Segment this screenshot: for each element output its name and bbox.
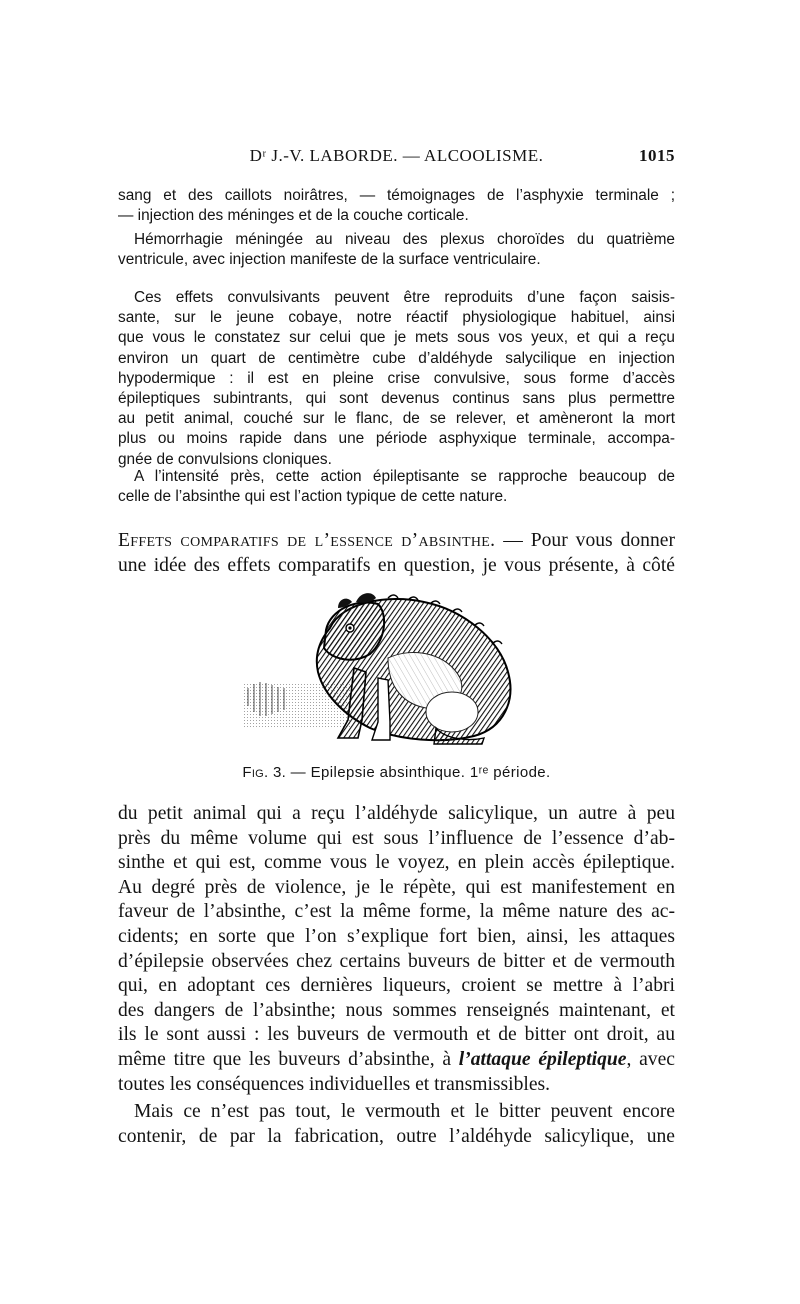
text-line: une idée des effets comparatifs en question, je vous présente, à côté: [118, 554, 675, 576]
running-title: Dʳ J.-V. LABORDE. — ALCOOLISME.: [249, 146, 544, 165]
text-line: contenir, de par la fabrication, outre l’aldéhyde salicylique, une: [118, 1125, 675, 1147]
text-line: gnée de convulsions cloniques.: [118, 450, 332, 468]
section-paragraph: [118, 529, 675, 578]
text-line: [118, 1048, 675, 1073]
text-line: environ un quart de centimètre cube d’aldéhyde salycilique en injection: [118, 349, 675, 367]
guinea-pig-illustration: [238, 588, 528, 748]
text-line: faveur de l’absinthe, c’est la même forme, la même nature des ac-: [118, 901, 675, 923]
text-run: , avec: [626, 1048, 675, 1070]
text-line: celle de l’absinthe qui est l’action typique de cette nature.: [118, 488, 508, 506]
text-run: même titre que les buveurs d’absinthe, à: [118, 1048, 459, 1070]
text-line: Mais ce n’est pas tout, le vermouth et le bitter peuvent encore: [134, 1101, 675, 1122]
paragraph-intensity: [118, 467, 675, 507]
figure-caption: [118, 764, 675, 781]
text-line: d’épilepsie observées chez certains buveurs de bitter et de vermouth: [118, 950, 675, 972]
text-line: sinthe et qui est, comme vous le voyez, en plein accès épileptique.: [118, 852, 675, 874]
emphasized-phrase: l’attaque épileptique: [458, 1048, 627, 1070]
text-line: près du même volume qui est sous l’influence de l’essence d’ab-: [118, 827, 675, 849]
text-line: — injection des méninges et de la couche corticale.: [118, 207, 469, 225]
paragraph-hemorrhage: [118, 230, 675, 270]
paragraph-convulsive-effects: [118, 288, 675, 470]
running-header: [118, 146, 675, 170]
figure-label: Fig. 3.: [242, 764, 287, 781]
text-line: Ces effets convulsivants peuvent être reproduits d’une façon saisis-: [134, 289, 675, 306]
text-line: plus ou moins rapide dans une période asphyxique terminale, accompa-: [118, 430, 675, 448]
text-line: Hémorrhagie méningée au niveau des plexus choroïdes du quatrième: [134, 231, 675, 248]
text-line: que vous le constatez sur celui que je mets sous vos yeux, et qui a reçu: [118, 329, 675, 347]
text-line: toutes les conséquences individuelles et transmissibles.: [118, 1073, 551, 1095]
section-heading-rest: — Pour vous donner: [495, 530, 675, 551]
paragraph-findings: [118, 186, 675, 226]
text-line: sante, sur le jeune cobaye, notre réactif physiologique habituel, ainsi: [118, 309, 675, 327]
text-line: au petit animal, couché sur le flanc, de se relever, et amèneront la mort: [118, 410, 675, 428]
figure-guinea-pig-engraving: [238, 588, 528, 748]
text-line: des dangers de l’absinthe; nous sommes renseignés maintenant, et: [118, 999, 675, 1021]
section-heading: Effets comparatifs de l’essence d’absinthe.: [118, 530, 496, 551]
text-line: ventricule, avec injection manifeste de la surface ventriculaire.: [118, 251, 541, 269]
text-line: du petit animal qui a reçu l’aldéhyde salicylique, un autre à peu: [118, 803, 675, 824]
text-line: Au degré près de violence, je le répète, qui est manifestement en: [118, 876, 675, 898]
text-line: hypodermique : il est en pleine crise convulsive, sous forme d’accès: [118, 369, 675, 387]
paragraph-comparison: [118, 802, 675, 1097]
text-line: A l’intensité près, cette action épileptisante se rapproche beaucoup de: [134, 468, 675, 485]
text-line: [118, 529, 675, 554]
figure-caption-text: — Epilepsie absinthique. 1ʳᵉ période.: [286, 764, 551, 781]
text-line: cidents; en sorte que l’on s’explique fort bien, ainsi, les attaques: [118, 925, 675, 947]
text-line: sang et des caillots noirâtres, — témoignages de l’asphyxie terminale ;: [118, 187, 675, 204]
text-line: qui, en adoptant ces dernières liqueurs, croient se mettre à l’abri: [118, 975, 675, 997]
text-line: ils le sont aussi : les buveurs de vermouth et de bitter ont droit, au: [118, 1024, 675, 1046]
paragraph-vermouth-bitter: [118, 1100, 675, 1149]
page-number: 1015: [639, 146, 675, 165]
text-line: épileptiques subintrants, qui sont devenus continus sans plus permettre: [118, 390, 675, 408]
